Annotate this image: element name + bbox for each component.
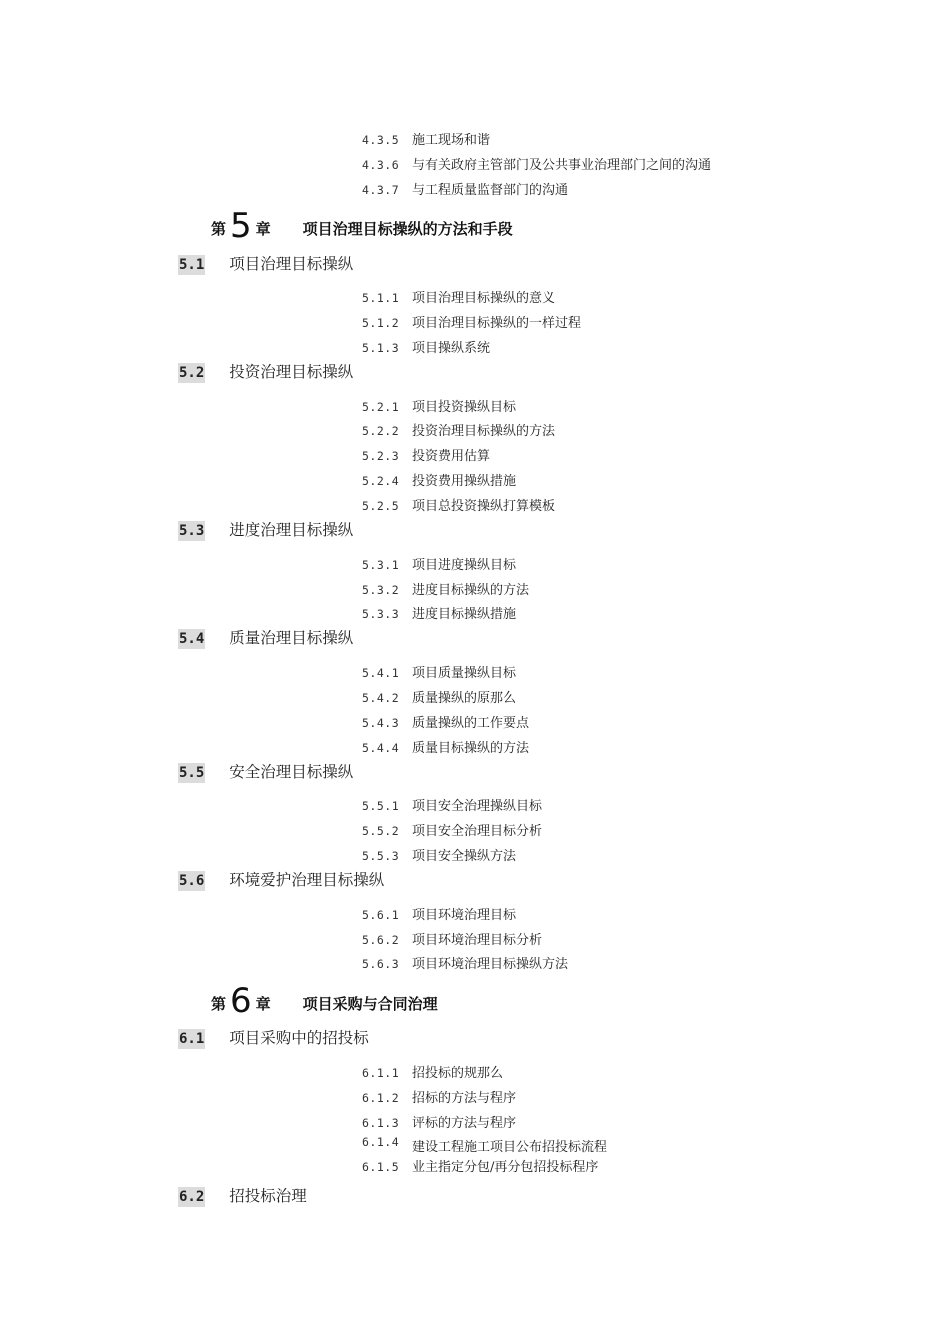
section-5-6 [178,870,384,891]
toc-entry-6-1-4 [362,1135,608,1157]
toc-entry-title: 项目操纵系统 [412,341,491,356]
toc-entry-5-2-4 [362,472,516,491]
toc-entry-number: 6.1.1 [362,1066,400,1080]
toc-entry-title: 项目治理目标操纵的一样过程 [412,316,582,331]
toc-entry-number: 4.3.5 [362,133,400,147]
toc-entry-5-2-2 [362,422,555,441]
toc-entry-4-3-7 [362,181,568,200]
toc-entry-number: 5.4.1 [362,666,400,680]
section-title: 投资治理目标操纵 [229,363,354,381]
chapter-title: 项目治理目标操纵的方法和手段 [302,220,513,238]
toc-entry-5-1-3 [362,339,490,358]
chapter-number: 6 [230,981,252,1021]
section-number: 5.1 [179,257,205,273]
chapter-prefix: 第 [211,220,227,238]
toc-entry-number: 5.4.3 [362,716,400,730]
toc-entry-number: 5.6.2 [362,933,400,947]
toc-entry-6-1-3 [362,1114,516,1133]
section-number: 5.6 [179,873,205,889]
toc-entry-number: 5.5.3 [362,849,400,863]
toc-entry-number: 5.5.2 [362,824,400,838]
toc-entry-title: 评标的方法与程序 [412,1116,517,1131]
toc-entry-number: 5.3.3 [362,607,400,621]
toc-entry-5-4-1 [362,664,516,683]
toc-entry-title: 进度目标操纵的方法 [412,583,530,598]
toc-entry-6-1-1 [362,1064,503,1083]
toc-entry-title: 业主指定分包/再分包招投标程序 [412,1160,599,1175]
section-5-3 [178,520,353,541]
toc-entry-title: 项目安全操纵方法 [412,849,517,864]
toc-entry-title: 项目环境治理目标分析 [412,933,543,948]
toc-entry-title: 项目投资操纵目标 [412,400,517,415]
section-5-2 [178,362,353,383]
toc-entry-title: 项目总投资操纵打算模板 [412,499,556,514]
section-title: 质量治理目标操纵 [229,629,354,647]
toc-entry-5-6-2 [362,931,542,950]
toc-entry-5-6-3 [362,955,568,974]
toc-entry-4-3-6 [362,156,711,175]
section-number: 5.3 [179,523,205,539]
toc-entry-5-2-5 [362,497,555,516]
toc-entry-5-3-3 [362,605,516,624]
section-6-2 [178,1186,307,1207]
toc-entry-number: 6.1.3 [362,1116,400,1130]
chapter-suffix: 章 [255,995,271,1013]
toc-entry-number: 5.2.3 [362,449,400,463]
toc-entry-title: 项目安全治理目标分析 [412,824,543,839]
toc-entry-number: 5.1.3 [362,341,400,355]
chapter-5-heading [211,208,513,247]
section-title: 项目采购中的招投标 [229,1029,369,1047]
toc-entry-title: 与工程质量监督部门的沟通 [412,183,569,198]
toc-entry-5-5-2 [362,822,542,841]
toc-entry-5-5-3 [362,847,516,866]
chapter-6-heading [211,983,438,1022]
toc-entry-title: 招标的方法与程序 [412,1091,517,1106]
toc-entry-6-1-5 [362,1158,598,1177]
chapter-prefix: 第 [211,995,227,1013]
toc-entry-5-4-2 [362,689,516,708]
toc-entry-number: 5.2.2 [362,424,400,438]
toc-entry-title: 质量操纵的工作要点 [412,716,530,731]
toc-entry-5-5-1 [362,797,542,816]
toc-entry-4-3-5 [362,131,490,150]
toc-entry-number: 5.5.1 [362,799,400,813]
toc-entry-number: 5.3.2 [362,583,400,597]
toc-entry-number: 4.3.7 [362,183,400,197]
section-number: 6.2 [179,1189,205,1205]
chapter-title: 项目采购与合同治理 [302,995,438,1013]
section-number: 5.2 [179,365,205,381]
toc-entry-number: 6.1.5 [362,1160,400,1174]
toc-entry-number: 5.6.3 [362,957,400,971]
toc-entry-title: 进度目标操纵措施 [412,607,517,622]
toc-entry-title: 施工现场和谐 [412,133,491,148]
toc-entry-5-3-2 [362,581,529,600]
chapter-number: 5 [230,206,252,246]
toc-entry-title: 投资费用估算 [412,449,491,464]
toc-entry-title: 质量操纵的原那么 [412,691,517,706]
toc-entry-5-1-2 [362,314,581,333]
section-5-4 [178,628,353,649]
toc-entry-number: 5.6.1 [362,908,400,922]
toc-entry-title: 项目环境治理目标 [412,908,517,923]
toc-entry-number: 5.1.1 [362,291,400,305]
section-title: 环境爱护治理目标操纵 [229,871,385,889]
toc-entry-title: 招投标的规那么 [412,1066,504,1081]
toc-entry-title: 项目治理目标操纵的意义 [412,291,556,306]
toc-entry-5-4-4 [362,739,529,758]
toc-entry-title: 质量目标操纵的方法 [412,741,530,756]
toc-entry-title: 建设工程施工项目公布招投标流程 [412,1140,608,1155]
toc-entry-5-2-1 [362,398,516,417]
section-5-1 [178,254,353,275]
section-5-5 [178,762,353,783]
toc-entry-5-4-3 [362,714,529,733]
section-6-1 [178,1028,369,1049]
toc-entry-number: 5.1.2 [362,316,400,330]
section-number: 6.1 [179,1031,205,1047]
toc-entry-6-1-2 [362,1089,516,1108]
toc-entry-number: 5.4.4 [362,741,400,755]
toc-entry-number: 5.2.1 [362,400,400,414]
toc-entry-number: 6.1.4 [362,1135,400,1149]
section-title: 安全治理目标操纵 [229,763,354,781]
toc-entry-title: 项目质量操纵目标 [412,666,517,681]
toc-entry-title: 项目环境治理目标操纵方法 [412,957,569,972]
toc-entry-5-1-1 [362,289,555,308]
section-title: 进度治理目标操纵 [229,521,354,539]
toc-entry-number: 4.3.6 [362,158,400,172]
chapter-suffix: 章 [255,220,271,238]
toc-entry-5-2-3 [362,447,490,466]
toc-entry-title: 与有关政府主管部门及公共事业治理部门之间的沟通 [412,158,712,173]
toc-entry-title: 投资费用操纵措施 [412,474,517,489]
toc-entry-title: 投资治理目标操纵的方法 [412,424,556,439]
section-number: 5.4 [179,631,205,647]
toc-entry-number: 5.2.5 [362,499,400,513]
toc-entry-number: 5.2.4 [362,474,400,488]
section-title: 招投标治理 [229,1187,307,1205]
toc-entry-number: 6.1.2 [362,1091,400,1105]
toc-entry-number: 5.3.1 [362,558,400,572]
section-title: 项目治理目标操纵 [229,255,354,273]
toc-entry-number: 5.4.2 [362,691,400,705]
section-number: 5.5 [179,765,205,781]
toc-entry-5-3-1 [362,556,516,575]
toc-entry-title: 项目进度操纵目标 [412,558,517,573]
toc-entry-5-6-1 [362,906,516,925]
toc-entry-title: 项目安全治理操纵目标 [412,799,543,814]
